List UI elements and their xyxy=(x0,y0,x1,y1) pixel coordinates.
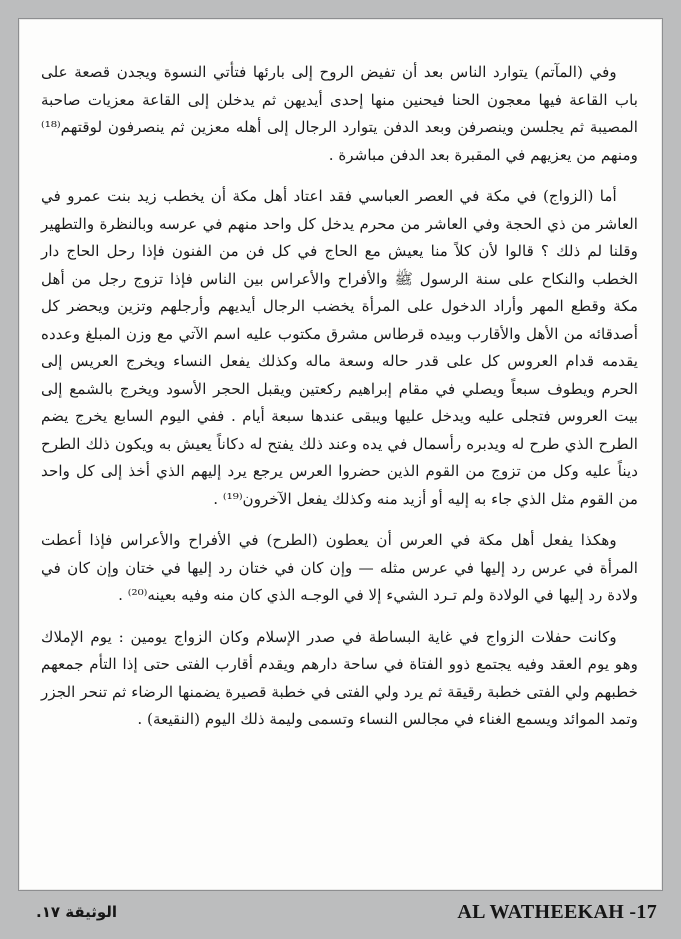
page-frame xyxy=(18,18,663,891)
page-footer xyxy=(18,893,661,933)
footer-journal-english: AL WATHEEKAH -17 xyxy=(457,901,657,923)
paragraph-tarh-custom: وهكذا يفعل أهل مكة في العرس أن يعطون (الطرح) في الأفراح والأعراس فإذا أعطت المرأة في عرس رد إليها في عرس مثله — وإن كان في ختان رد إليها في ختان وإن كان في ولادة رد إليها في الولادة ولم تـرد الشيء إلا في الوجـه الذي كان منه وفيه بعينه⁽²⁰⁾ . xyxy=(41,531,638,604)
body-text xyxy=(41,59,638,734)
paragraph-marriage-abbasid: أما (الزواج) في مكة في العصر العباسي فقد اعتاد أهل مكة أن يخطب زيد بنت عمرو في العاشر من ذي الحجة وفي العاشر من محرم يدخل كل واحد منهم في عرسه وبالنظرة والتطهير وقلنا لم ذلك ؟ قالوا لأن كلاً منا يعيش مع الحاج في كل فن من الفنون فإذا رحل الحاج دار الخطب والنكاح على سنة الرسول ﷺ والأفراح والأعراس بين الناس فإذا تزوج رجل من أهل مكة وقطع المهر وأراد الدخول على المرأة يخضب الرجال أيديهم وأرجلهم وتزين ويحضر كل أصدقائه من الأهل والأقارب وبيده قرطاس مشرق مكتوب عليه اسم الآتي مع وزن المبلغ وعدده يقدمه قدام العروس كل على قدر حاله وسعة ماله وكذلك يفعل النساء ويخرج العريس إلى الحرم ويطوف سبعاً ويصلي في مقام إبراهيم ركعتين ويقبل الحجر الأسود ويخرج بالشمع إلى بيت العروس فتجلى عليه ويدخل عليها ويبقى عندها سبعة أيام . ففي اليوم السابع يخرج يضم الطرح الذي طرح له ويدبره رأسمال في يده وعند ذلك يفتح له دكاناً يعيش به ويكون ذلك الطرح ديناً عليه وكل من تزوج من القوم الذين حضروا العرس يرجع يرد إليهم الذي أخذ إلى كل واحد من القوم مثل الذي جاء به إليه أو أزيد منه وكذلك يفعل الآخرون⁽¹⁹⁾ . xyxy=(41,187,638,508)
footer-journal-arabic: الوثيقة ١٧. xyxy=(36,903,118,921)
paragraph-funerals: وفي (المآتم) يتوارد الناس بعد أن تفيض الروح إلى بارئها فتأتي النسوة ويجدن قصعة على باب القاعة فيها معجون الحنا فيحنين منها إحدى أيديهن ثم يدخلن إلى القاعة معزيات صاحبة المصيبة ثم يجلسن وينصرفن وبعد الدفن يتوارد الرجال إلى أهله معزين ثم ينصرفون لوقتهم⁽¹⁸⁾ ومنهم من يعزيهم في المقبرة بعد الدفن مباشرة . xyxy=(41,63,638,164)
paragraph-early-islam-weddings: وكانت حفلات الزواج في غاية البساطة في صدر الإسلام وكان الزواج يومين : يوم الإملاك وهو يوم العقد وفيه يجتمع ذوو الفتاة في ساحة دارهم ويقدم أقارب الفتى حتى إذا التأم جمعهم خطبهم ولي الفتى خطبة رقيقة ثم يرد ولي الفتى في خطبة قصيرة يضمنها الرضاء ثم تنحر الجزر وتمد الموائد ويسمع الغناء في مجالس النساء وتسمى وليمة ذلك اليوم (النقيعة) . xyxy=(41,627,638,728)
